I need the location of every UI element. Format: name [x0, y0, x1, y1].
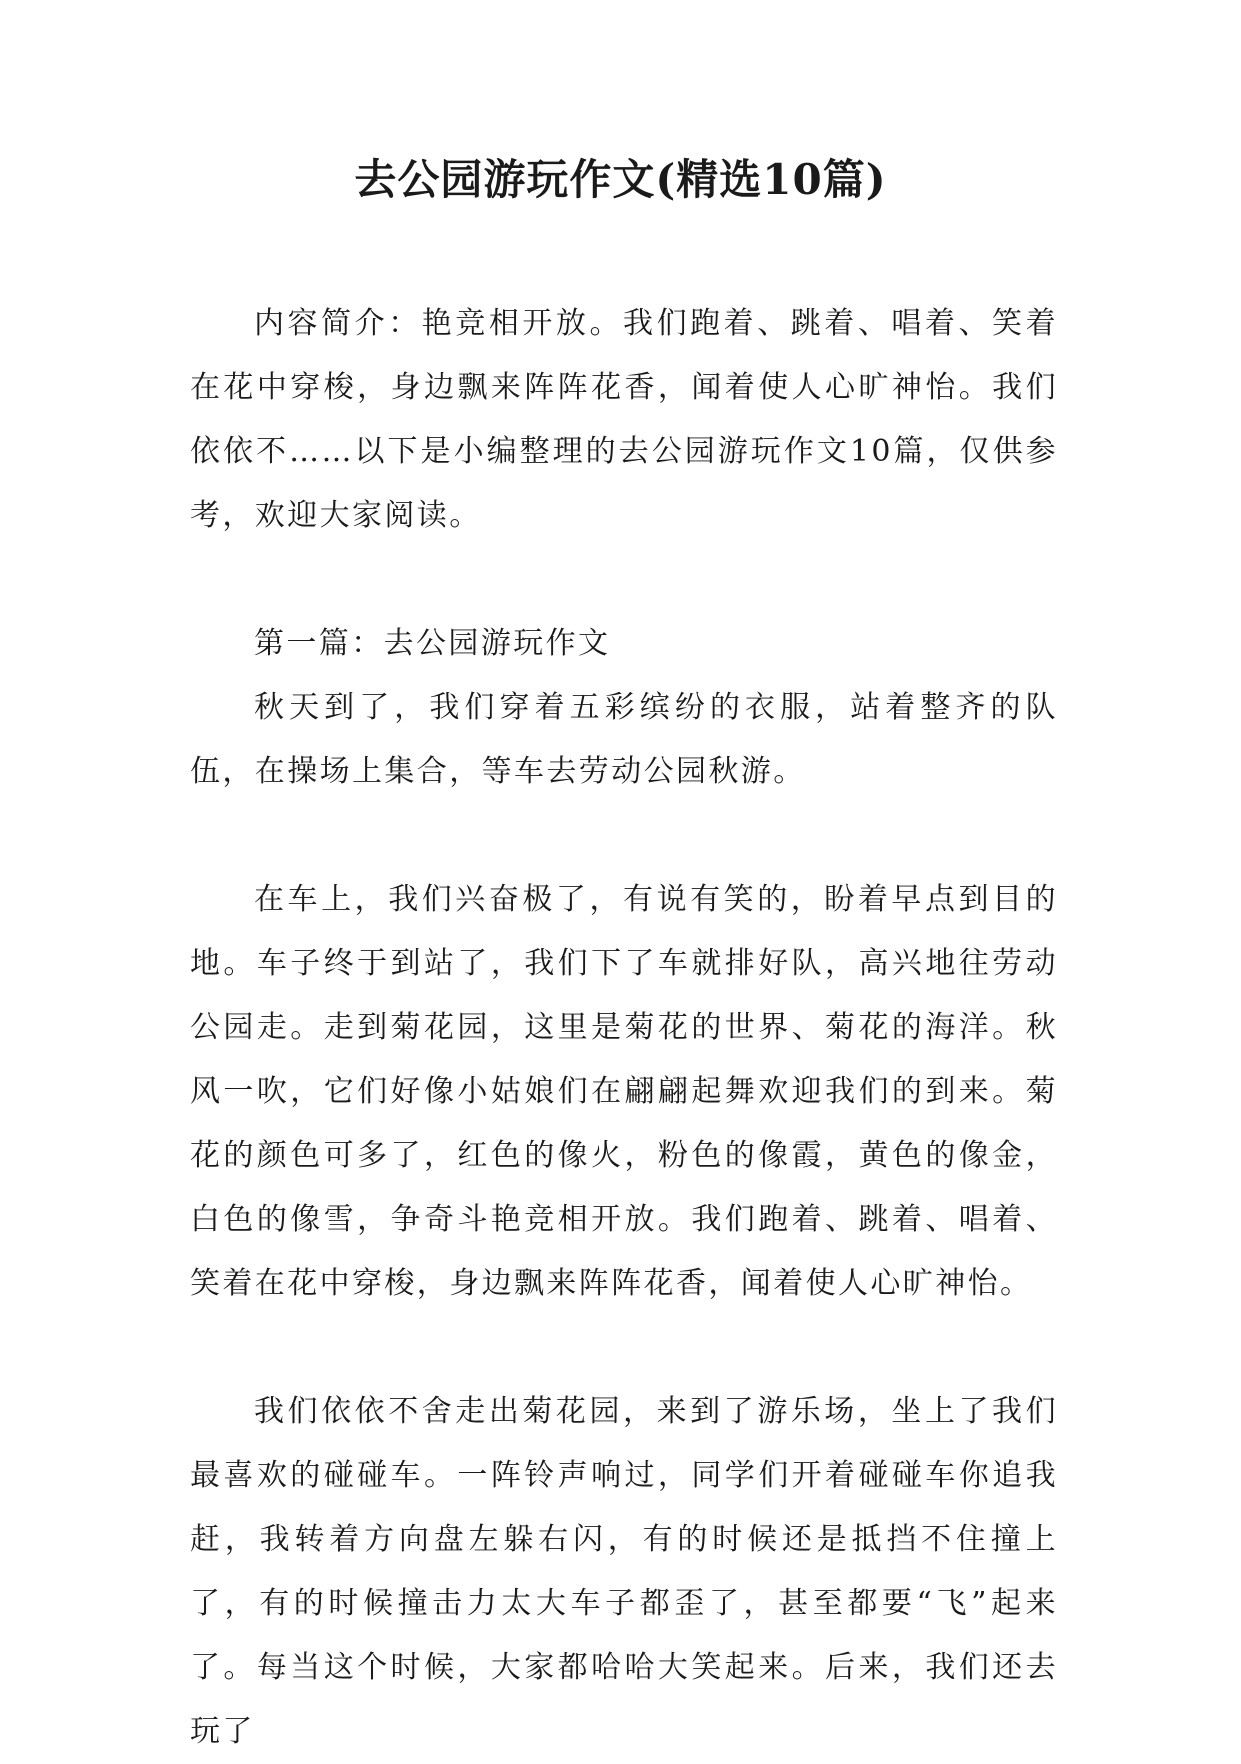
body-paragraph: 我们依依不舍走出菊花园，来到了游乐场，坐上了我们最喜欢的碰碰车。一阵铃声响过，同学们开着碰碰车你追我赶，我转着方向盘左躲右闪，有的时候还是抵挡不住撞上了，有的时候撞击力太大车子都歪了，甚至都要“飞”起来了。每当这个时候，大家都哈哈大笑起来。后来，我们还去玩了 — [190, 1394, 1058, 1749]
body-paragraph: 在车上，我们兴奋极了，有说有笑的，盼着早点到目的地。车子终于到站了，我们下了车就排好队，高兴地往劳动公园走。走到菊花园，这里是菊花的世界、菊花的海洋。秋风一吹，它们好像小姑娘们在翩翩起舞欢迎我们的到来。菊花的颜色可多了，红色的像火，粉色的像霞，黄色的像金，白色的像雪，争奇斗艳竞相开放。我们跑着、跳着、唱着、笑着在花中穿梭，身边飘来阵阵花香，闻着使人心旷神怡。 — [190, 882, 1058, 1301]
paragraph-gap — [190, 1316, 1058, 1380]
paragraph-gap — [190, 548, 1058, 612]
intro-paragraph: 内容简介：艳竞相开放。我们跑着、跳着、唱着、笑着在花中穿梭，身边飘来阵阵花香，闻着使人心旷神怡。我们依依不……以下是小编整理的去公园游玩作文10篇，仅供参考，欢迎大家阅读。 — [190, 306, 1058, 533]
document-body — [190, 292, 1058, 1764]
document-title: 去公园游玩作文(精选10篇) — [354, 155, 887, 204]
body-paragraph: 秋天到了，我们穿着五彩缤纷的衣服，站着整齐的队伍，在操场上集合，等车去劳动公园秋游。 — [190, 690, 1058, 789]
paragraph-gap — [190, 804, 1058, 868]
section-heading: 第一篇：去公园游玩作文 — [254, 626, 611, 661]
